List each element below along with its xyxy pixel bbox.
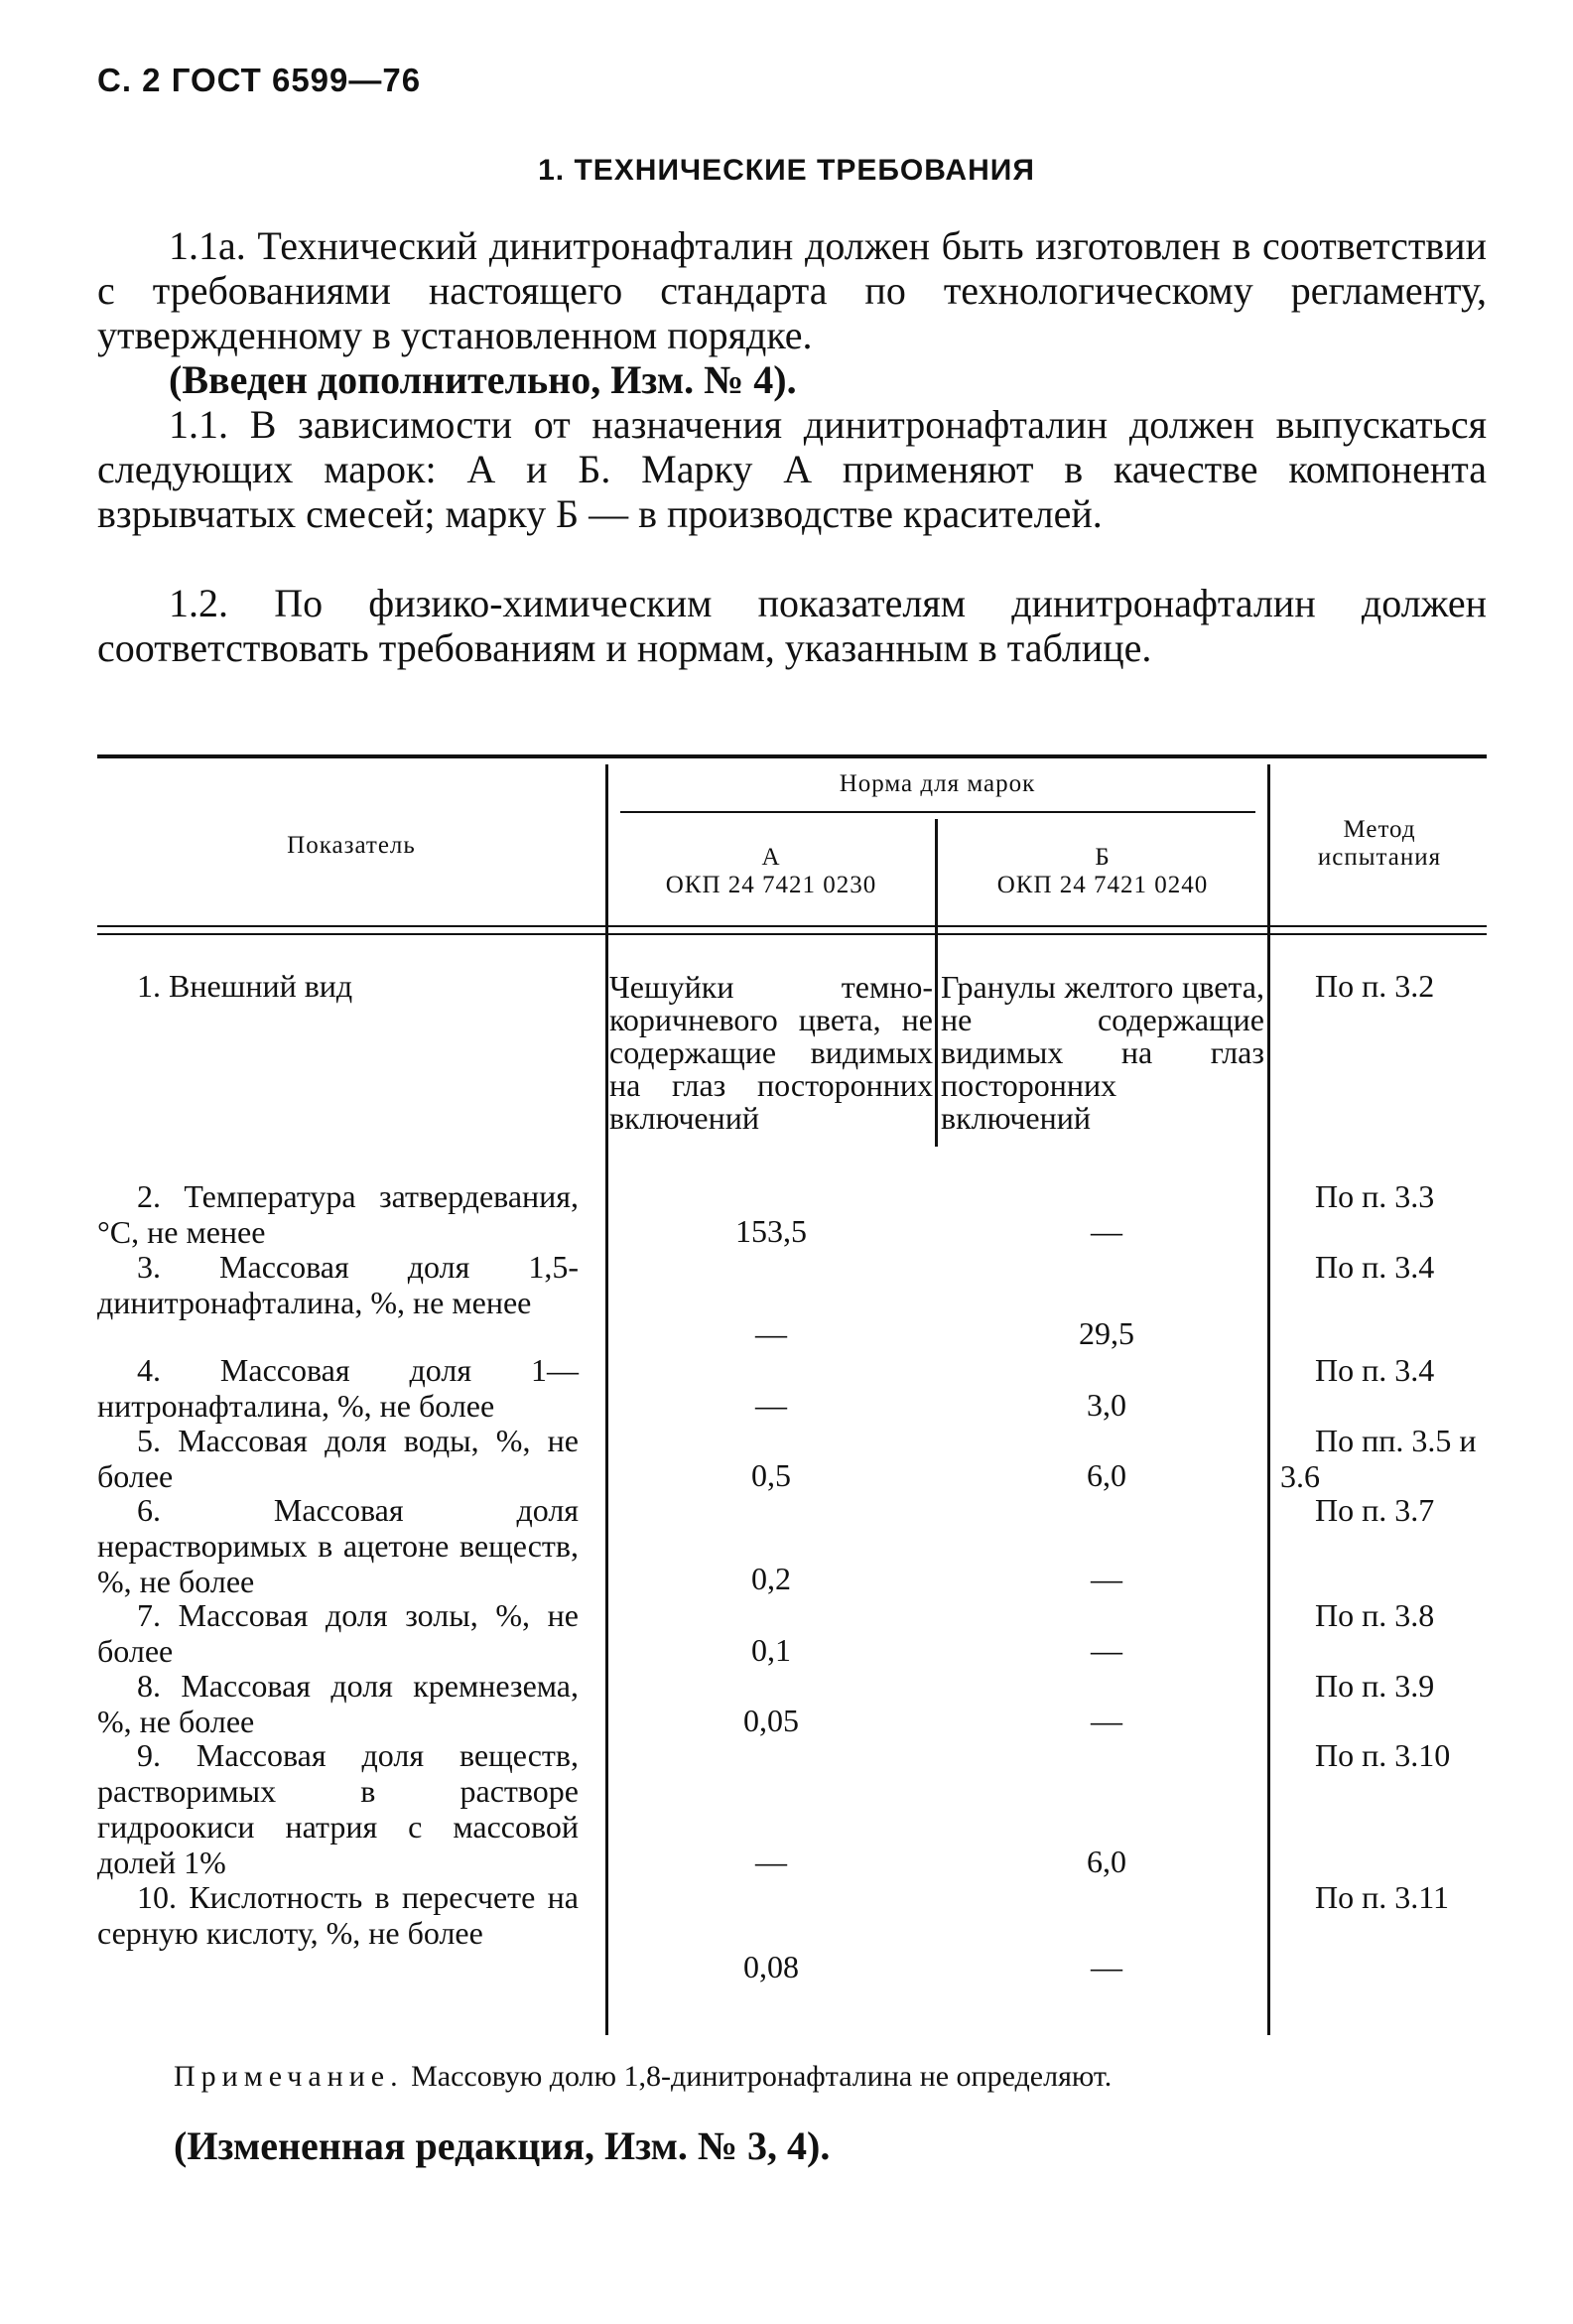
table-row-3-indicator: 3. Массовая доля 1,5-динитронафталина, %, не менее (97, 1249, 579, 1320)
norm-header-rule (620, 811, 1255, 813)
header-grade-b-code: ОКП 24 7421 0240 (996, 872, 1209, 898)
paragraph-1-1a: 1.1а. Технический динитронафталин должен быть изготовлен в соответствии с требованиями настоящего стандарта по технологическому регламенту, утвержденному в установленном порядке. (97, 223, 1487, 357)
table-row-2-grade-b: — (1091, 1213, 1122, 1249)
header-bottom-rule-1 (97, 925, 1487, 927)
table-row-2-indicator: 2. Температура затвердевания, °С, не менее (97, 1178, 579, 1250)
table-row-6-grade-b: — (1091, 1561, 1122, 1596)
column-divider-2 (935, 819, 938, 1147)
table-row-10-indicator: 10. Кислотность в пересчете на серную кислоту, %, не более (97, 1879, 579, 1951)
table-row-7-indicator: 7. Массовая доля золы, %, не более (97, 1597, 579, 1669)
header-method-line1: Метод (1343, 816, 1416, 843)
table-row-10-grade-a: 0,08 (743, 1949, 799, 1984)
table-row-2-grade-a: 153,5 (735, 1213, 807, 1249)
table-row-6-method: По п. 3.7 (1315, 1492, 1435, 1528)
table-row-4-indicator: 4. Массовая доля 1—нитронафталина, %, не более (97, 1352, 579, 1424)
header-method-line2: испытания (1317, 844, 1442, 871)
header-bottom-rule-2 (97, 933, 1487, 935)
table-row-7-grade-b: — (1091, 1632, 1122, 1668)
header-grade-b: Б (1095, 844, 1111, 871)
table-row-5-grade-b: 6,0 (1087, 1457, 1126, 1493)
table-row-6-indicator: 6. Массовая доля нерастворимых в ацетоне веществ, %, не более (97, 1492, 579, 1599)
table-row-2-method: По п. 3.3 (1315, 1178, 1435, 1214)
table-row-1-grade-a: Чешуйки темно-коричневого цвета, не содержащие видимых на глаз посторонних включений (609, 969, 933, 1136)
table-row-9-grade-b: 6,0 (1087, 1844, 1126, 1879)
table-row-4-method: По п. 3.4 (1315, 1352, 1435, 1388)
table-row-1-grade-b: Гранулы желтого цвета, не содержащие видимых на глаз посторонних включений (941, 969, 1264, 1136)
table-row-5-method: По пп. 3.5 и 3.6 (1280, 1423, 1477, 1494)
header-grade-a-code: ОКП 24 7421 0230 (665, 872, 877, 898)
table-row-5-indicator: 5. Массовая доля воды, %, не более (97, 1423, 579, 1494)
table-row-8-indicator: 8. Массовая доля кремнезема, %, не более (97, 1668, 579, 1739)
table-row-3-method: По п. 3.4 (1315, 1249, 1435, 1285)
table-row-8-grade-b: — (1091, 1703, 1122, 1738)
closing-amendment: (Измененная редакция, Изм. № 3, 4). (174, 2123, 831, 2168)
header-grade-a: А (761, 844, 781, 871)
table-row-10-grade-b: — (1091, 1949, 1122, 1984)
header-indicator: Показатель (287, 832, 416, 859)
table-row-7-method: По п. 3.8 (1315, 1597, 1435, 1633)
table-row-9-indicator: 9. Массовая доля веществ, растворимых в растворе гидроокиси натрия с массовой долей 1% (97, 1737, 579, 1880)
table-row-9-grade-a: — (755, 1844, 787, 1879)
table-row-4-grade-b: 3,0 (1087, 1387, 1126, 1423)
table-row-10-method: По п. 3.11 (1315, 1879, 1450, 1915)
paragraph-1-1a-note: (Введен дополнительно, Изм. № 4). (169, 357, 797, 402)
table-row-4-grade-a: — (755, 1387, 787, 1423)
table-row-6-grade-a: 0,2 (751, 1561, 791, 1596)
table-row-8-grade-a: 0,05 (743, 1703, 799, 1738)
header-norm: Норма для марок (839, 770, 1036, 797)
table-note (174, 2060, 1112, 2094)
table-row-1-method: По п. 3.2 (1315, 968, 1435, 1004)
page-header: С. 2 ГОСТ 6599—76 (97, 62, 422, 98)
note-text: Массовую долю 1,8-динитронафталина не определяют. (411, 2060, 1113, 2093)
table-row-7-grade-a: 0,1 (751, 1632, 791, 1668)
table-row-3-grade-a: — (755, 1315, 787, 1351)
paragraph-1-1: 1.1. В зависимости от назначения динитронафталин должен выпускаться следующих марок: А и Б. Марку А применяют в качестве компонента взрывчатых смесей; марку Б — в производстве красителей. (97, 402, 1487, 536)
table-row-8-method: По п. 3.9 (1315, 1668, 1435, 1704)
section-title: 1. ТЕХНИЧЕСКИЕ ТРЕБОВАНИЯ (538, 154, 1035, 187)
paragraph-1-2: 1.2. По физико-химическим показателям динитронафталин должен соответствовать требованиям и нормам, указанным в таблице. (97, 581, 1487, 670)
table-row-1-indicator: 1. Внешний вид (137, 968, 353, 1004)
table-row-9-method: По п. 3.10 (1315, 1737, 1451, 1773)
note-label: Примечание. (174, 2060, 404, 2093)
table-top-rule (97, 754, 1487, 758)
table-row-5-grade-a: 0,5 (751, 1457, 791, 1493)
table-row-3-grade-b: 29,5 (1079, 1315, 1134, 1351)
